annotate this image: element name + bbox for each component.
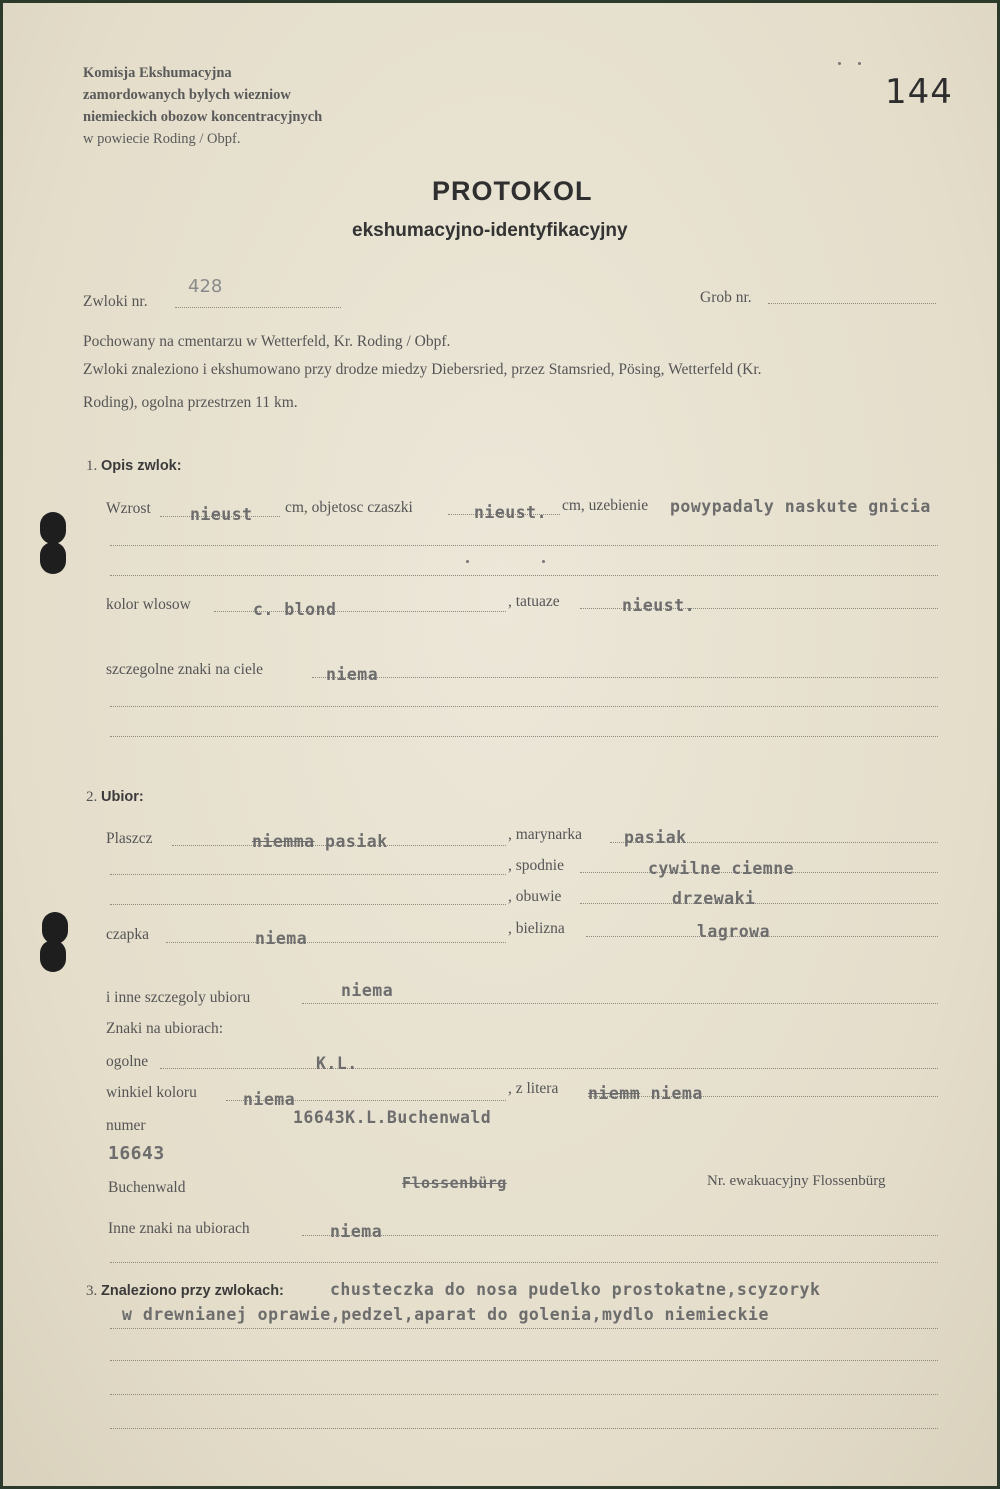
znaki-label: szczegolne znaki na ciele	[106, 661, 264, 678]
kolor-label: kolor wlosow	[106, 596, 191, 613]
winkiel-value: niema	[243, 1090, 296, 1109]
speck	[838, 62, 841, 65]
dotted-line	[110, 736, 938, 737]
dotted-line	[110, 1428, 938, 1429]
znaki-value: niema	[326, 665, 379, 684]
z-litera-label: , z litera	[508, 1080, 559, 1097]
z-litera-text: niema	[650, 1084, 703, 1103]
inne-szczegoly-label: i inne szczegoly ubioru	[106, 989, 251, 1006]
czapka-label: czapka	[106, 926, 150, 943]
numer-label: numer	[106, 1117, 146, 1134]
dotted-line	[110, 1328, 938, 1329]
dotted-line	[302, 1003, 938, 1004]
obuwie-label: , obuwie	[508, 888, 562, 905]
section-3-heading	[86, 1283, 284, 1300]
section-number: 2.	[86, 789, 98, 805]
dotted-line	[110, 545, 938, 546]
section-1-heading	[86, 458, 182, 475]
section-number: 1.	[86, 458, 98, 474]
zwloki-number: 428	[188, 276, 223, 297]
section-title: Opis zwlok:	[101, 458, 182, 474]
dotted-line	[166, 942, 506, 943]
org-line-2: zamordowanych bylych wiezniow	[83, 87, 291, 103]
found-items-line-2: w drewnianej oprawie,pedzel,aparat do golenia,mydlo niemieckie	[122, 1305, 769, 1324]
spodnie-value: cywilne ciemne	[648, 859, 795, 878]
dotted-line	[580, 903, 938, 904]
punch-hole	[40, 512, 66, 544]
cm-uzebienie-label: cm, uzebienie	[562, 497, 649, 514]
plaszcz-text: pasiak	[325, 832, 388, 851]
found-text-2: Roding), ogolna przestrzen 11 km.	[83, 394, 298, 411]
flossenburg-strike: Flossenbürg	[402, 1174, 507, 1192]
plaszcz-label: Plaszcz	[106, 830, 153, 847]
z-litera-value	[588, 1084, 703, 1103]
org-line-4: w powiecie Roding / Obpf.	[83, 131, 241, 147]
marynarka-value: pasiak	[624, 828, 687, 847]
obuwie-value: drzewaki	[672, 889, 756, 908]
plaszcz-value	[252, 832, 388, 851]
dotted-line	[302, 1235, 938, 1236]
buchenwald-label: Buchenwald	[108, 1179, 186, 1196]
grob-label: Grob nr.	[700, 289, 752, 306]
uzebienie-value: powypadaly naskute gnicia	[670, 497, 931, 516]
found-text-1: Zwloki znaleziono i ekshumowano przy drodze miedzy Diebersried, przez Stamsried, Pösing, Wetterfeld (Kr.	[83, 361, 762, 378]
page-subtitle: ekshumacyjno-identyfikacyjny	[352, 220, 628, 241]
zwloki-label: Zwloki nr.	[83, 293, 148, 310]
speck	[466, 560, 469, 563]
dotted-line	[768, 303, 936, 304]
dotted-line	[110, 575, 938, 576]
section-2-heading	[86, 789, 144, 806]
dotted-line	[110, 1360, 938, 1361]
czaszka-value: nieust.	[474, 503, 548, 522]
org-line-3: niemieckich obozow koncentracyjnych	[83, 109, 323, 125]
bielizna-label: , bielizna	[508, 920, 565, 937]
dotted-line	[110, 1394, 938, 1395]
tatuaze-label: , tatuaze	[508, 593, 560, 610]
czapka-value: niema	[255, 929, 308, 948]
dotted-line	[110, 1262, 938, 1263]
dotted-line	[175, 307, 341, 308]
kolor-value: c. blond	[253, 600, 337, 619]
znaki-ubiory-label: Znaki na ubiorach:	[106, 1020, 224, 1037]
cm-objetosc-label: cm, objetosc czaszki	[285, 499, 413, 516]
tatuaze-value: nieust.	[622, 596, 696, 615]
section-title: Ubior:	[101, 789, 144, 805]
dotted-line	[312, 677, 938, 678]
dotted-line	[110, 706, 938, 707]
plaszcz-strike: niemma	[252, 832, 315, 851]
speck	[542, 560, 545, 563]
marynarka-label: , marynarka	[508, 826, 583, 843]
page-title: PROTOKOL	[432, 176, 593, 206]
wzrost-value: nieust	[190, 505, 253, 524]
ewakuacyjny-label: Nr. ewakuacyjny Flossenbürg	[707, 1173, 886, 1189]
page-number: 144	[885, 72, 953, 112]
numer-handwritten: 16643	[108, 1143, 165, 1164]
dotted-line	[160, 1068, 938, 1069]
section-number: 3.	[86, 1283, 98, 1299]
punch-hole	[40, 542, 66, 574]
org-line-1: Komisja Ekshumacyjna	[83, 65, 232, 81]
numer-value: 16643K.L.Buchenwald	[293, 1108, 492, 1127]
inne-szczegoly-value: niema	[341, 981, 394, 1000]
punch-hole	[40, 940, 66, 972]
section-title: Znaleziono przy zwlokach:	[101, 1283, 284, 1299]
dotted-line	[110, 904, 506, 905]
z-litera-strike: niemm	[588, 1084, 641, 1103]
winkiel-label: winkiel koloru	[106, 1084, 197, 1101]
dotted-line	[110, 874, 506, 875]
speck	[858, 62, 861, 65]
ogolne-value: K.L.	[316, 1054, 358, 1073]
ogolne-label: ogolne	[106, 1053, 149, 1070]
found-items-line-1: chusteczka do nosa pudelko prostokatne,scyzoryk	[330, 1280, 821, 1299]
buried-text: Pochowany na cmentarzu w Wetterfeld, Kr. Roding / Obpf.	[83, 333, 451, 350]
spodnie-label: , spodnie	[508, 857, 564, 874]
inne-znaki-value: niema	[330, 1222, 383, 1241]
wzrost-label: Wzrost	[106, 500, 151, 517]
bielizna-value: lagrowa	[697, 922, 771, 941]
inne-znaki-label: Inne znaki na ubiorach	[108, 1220, 250, 1237]
